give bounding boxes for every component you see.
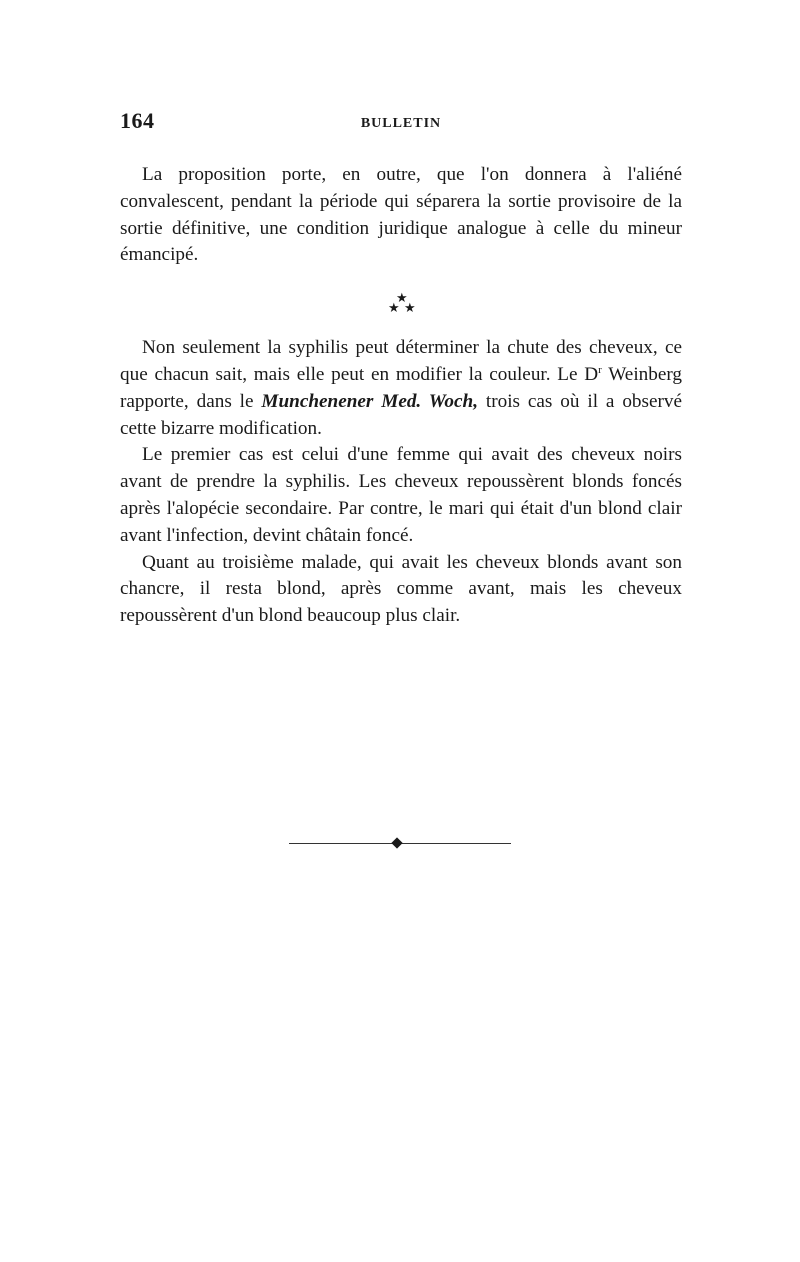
page	[120, 108, 682, 630]
asterisk-star-icon: ★	[404, 300, 416, 316]
asterisk-star-icon: ★	[396, 290, 408, 306]
doctor-abbrev-superscript: r	[598, 363, 602, 376]
running-title: BULLETIN	[360, 116, 442, 131]
paragraph-first-case: Le premier cas est celui d'une femme qui avait des cheveux noirs avant de prendre la syphilis. Les cheveux repoussèrent blonds foncés après l'alopécie secondaire. Par contre, le mari qui était d'un blond clair avant l'infection, devint châtain foncé.	[120, 444, 682, 546]
end-rule-ornament	[289, 838, 511, 850]
paragraph-syphilis-text-c: trois cas où il a observé cette bizarre modification.	[120, 390, 682, 439]
page-number: 164	[120, 108, 155, 133]
journal-title: Munchenener Med. Woch,	[261, 390, 478, 412]
asterism-separator	[381, 291, 421, 321]
paragraph-syphilis-text-b: Weinberg rapporte, dans le	[120, 363, 682, 412]
page-header	[120, 108, 682, 142]
paragraph-syphilis	[120, 335, 682, 442]
paragraph-syphilis-text-a: Non seulement la syphilis peut déterminer la chute des cheveux, ce que chacun sait, mais elle peut en modifier la couleur. Le D	[120, 337, 682, 385]
diamond-icon	[391, 837, 402, 848]
paragraph-third-case: Quant au troisième malade, qui avait les cheveux blonds avant son chancre, il resta blond, après comme avant, mais les cheveux repoussèrent d'un blond beaucoup plus clair.	[120, 551, 682, 627]
asterisk-star-icon: ★	[388, 300, 400, 316]
paragraph-proposition: La proposition porte, en outre, que l'on donnera à l'aliéné convalescent, pendant la période qui séparera la sortie provisoire de la sortie définitive, une condition juridique analogue à celle du mineur émancipé.	[120, 164, 682, 266]
